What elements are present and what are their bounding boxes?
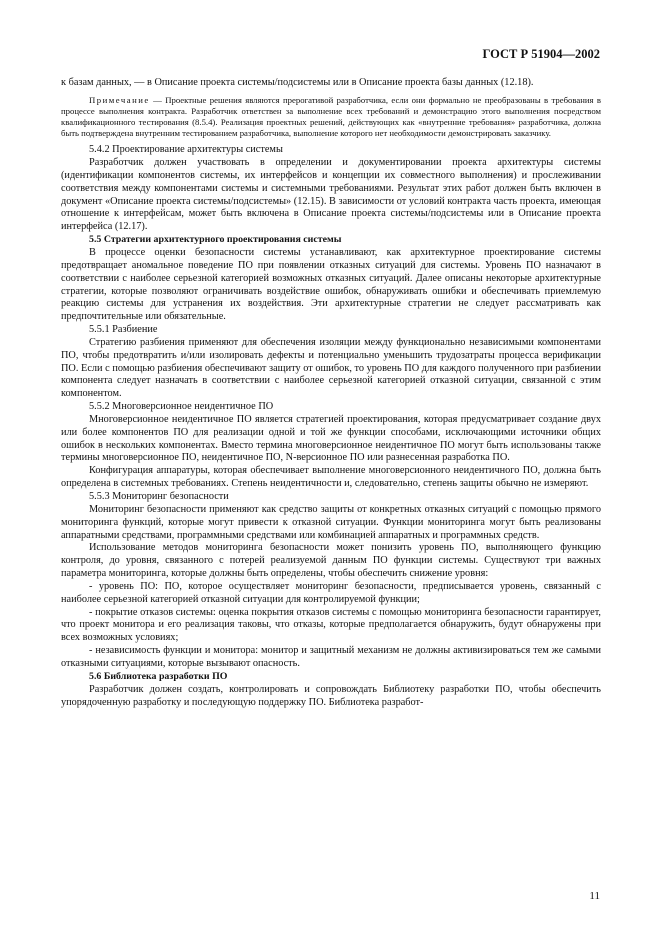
subsection-heading: 5.5.1 Разбиение — [89, 324, 158, 336]
paragraph: Многоверсионное неидентичное ПО является стратегией проектирования, которая предусматривает создание двух или более компонентов ПО для реализации одной и той же функции способами, исключающими источники общих ошибок в нескольких компонентах. Вместо термина многоверсионное неидентичное ПО могут быть использованы также термины многоверсионное ПО, неидентичное ПО, N-версионное ПО или разнесенная разработка ПО. — [61, 413, 601, 464]
page-body — [61, 77, 601, 709]
list-item: - покрытие отказов системы: оценка покрытия отказов системы с помощью мониторинга безопасности гарантирует, что проект монитора и его реализация таковы, что отказы, которые предполагается обнаружить, будут обнаружены при всех возможных условиях; — [61, 606, 601, 644]
list-item: - уровень ПО: ПО, которое осуществляет мониторинг безопасности, предписывается уровень, связанный с наиболее серьезной категорией отказной ситуации для контролируемой функции; — [61, 580, 601, 605]
subsection-heading: 5.4.2 Проектирование архитектуры системы — [89, 144, 283, 156]
paragraph: Разработчик должен участвовать в определении и документировании проекта архитектуры системы (идентификации компонентов системы, их интерфейсов и концепции их совместного выполнения) и прослеживании соответствия между компонентами системы и системными требованиями. Результат этих работ должен быть включен в документ «Описание проекта системы/подсистемы» (12.15). В зависимости от условий контракта часть проекта, имеющая отношение к интерфейсам, может быть включена в Описание проекта системы/подсистемы или в Описание проекта интерфейса (12.17). — [61, 157, 601, 233]
document-header: ГОСТ Р 51904—2002 — [482, 47, 600, 61]
subsection-heading: 5.5.3 Мониторинг безопасности — [89, 491, 229, 502]
note-text: Проектные решения являются прерогативой разработчика, если они формально не преобразованы в требования в процессе выполнения контракта. Разработчик ответствен за выполнение всех требований и демонстрацию этого выполнения посредством квалификационного тестирования (8.5.4). Реализация проектных решений, действующих как «внутренние требования» разработчика, должна быть подтверждена внутренним тестированием разработчика, выполнение которого нет необходимости демонстрировать заказчику. — [61, 94, 601, 139]
subsection-heading: 5.5.2 Многоверсионное неидентичное ПО — [89, 401, 274, 413]
section-heading: 5.6 Библиотека разработки ПО — [89, 670, 228, 682]
note-dash: — — [149, 94, 166, 105]
page-number: 11 — [589, 890, 600, 902]
paragraph: Мониторинг безопасности применяют как средство защиты от конкретных отказных ситуаций с помощью прямого мониторинга функций, которые могут привести к отказной ситуации. Функции мониторинга могут быть реализованы аппаратными средствами, программными средствами или комбинацией аппаратных и программных средств. — [61, 503, 601, 541]
paragraph: В процессе оценки безопасности системы устанавливают, как архитектурное проектирование системы предотвращает аномальное поведение ПО при появлении отказных ситуаций для системы. Уровень ПО назначают в соответствии с наиболее серьезной категорией возможных отказных ситуаций. Далее описаны некоторые архитектурные стратегии, которые позволяют ограничивать воздействие ошибок, обнаруживать ошибки и обеспечивать приемлемую реакцию системы для устранения их воздействия. Эти архитектурные стратегии не следует рассматривать как предпочтительные или обязательные. — [61, 246, 601, 323]
paragraph: Использование методов мониторинга безопасности может понизить уровень ПО, выполняющего функцию контроля, до уровня, связанного с потерей реализуемой данным ПО функции системы. Существуют три важных параметра мониторинга, которые должны быть определены, чтобы обеспечить снижение уровня: — [61, 542, 601, 580]
list-item: - независимость функции и монитора: монитор и защитный механизм не должны активизироваться тем же самыми отказными ситуациями, которые вызывают опасность. — [61, 645, 601, 669]
paragraph: Стратегию разбиения применяют для обеспечения изоляции между функционально независимыми компонентами ПО, чтобы предотвратить и/или изолировать дефекты и потенциально уменьшить трудозатраты процесса верификации ПО. Если с помощью разбиения обеспечивают защиту от ошибок, то уровень ПО для каждого полученного при разбиении компонента следует назначать в соответствии с наиболее серьезной категорией отказной ситуации, связанной с этим компонентом. — [61, 336, 601, 400]
note-label: Примечание — [89, 94, 150, 105]
paragraph: Конфигурация аппаратуры, которая обеспечивает выполнение многоверсионного неидентичного ПО, должна быть определена в системных требованиях. Степень неидентичности и, следовательно, степень защиты обычно не измеряют. — [61, 465, 601, 490]
paragraph: к базам данных, — в Описание проекта системы/подсистемы или в Описание проекта базы данных (12.18). — [61, 77, 534, 88]
paragraph: Разработчик должен создать, контролировать и сопровождать Библиотеку разработки ПО, чтобы обеспечить упорядоченную разработку и последующую поддержку ПО. Библиотека разработ- — [61, 683, 601, 708]
section-heading: 5.5 Стратегии архитектурного проектирования системы — [89, 234, 342, 246]
note-paragraph — [61, 95, 601, 139]
